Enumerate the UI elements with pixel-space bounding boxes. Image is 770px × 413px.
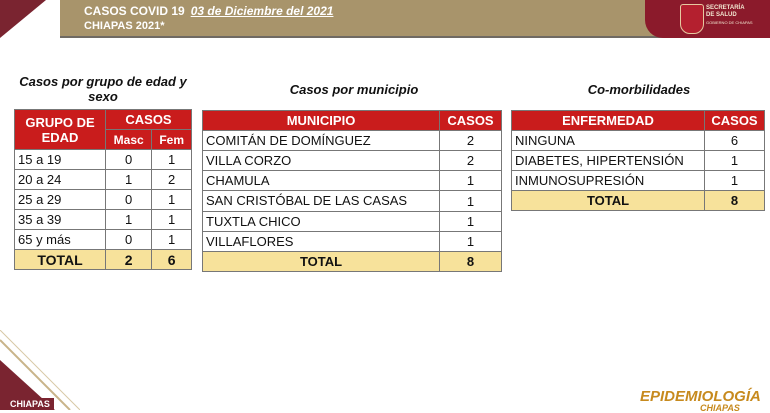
total-label: TOTAL	[203, 252, 440, 272]
municipio-name: TUXTLA CHICO	[203, 212, 440, 232]
age-group: 35 a 39	[15, 210, 106, 230]
report-date: 03 de Diciembre del 2021	[190, 4, 334, 18]
municipio-cases: 1	[440, 212, 502, 232]
disease-cases: 1	[705, 151, 765, 171]
fem-count: 1	[152, 230, 192, 250]
table-row	[203, 171, 502, 191]
masc-count: 0	[106, 190, 152, 210]
logo-line-2: DE SALUD	[706, 12, 737, 18]
header-casos: CASOS	[440, 111, 502, 131]
chiapas-label: CHIAPAS	[6, 398, 54, 410]
total-cases: 8	[705, 191, 765, 211]
table-row	[203, 191, 502, 212]
comorbidity-table	[511, 110, 765, 211]
municipio-name: VILLAFLORES	[203, 232, 440, 252]
municipio-cases: 1	[440, 191, 502, 212]
disease-name: INMUNOSUPRESIÓN	[512, 171, 705, 191]
header-casos: CASOS	[106, 110, 192, 130]
table-row	[203, 151, 502, 171]
logo-text	[706, 5, 745, 19]
title-text: CASOS COVID 19	[84, 4, 185, 18]
logo-line-1: SECRETARÍA	[706, 5, 745, 11]
disease-name: DIABETES, HIPERTENSIÓN	[512, 151, 705, 171]
masc-count: 0	[106, 150, 152, 170]
disease-cases: 1	[705, 171, 765, 191]
header-municipio: MUNICIPIO	[203, 111, 440, 131]
table-row	[15, 190, 192, 210]
municipio-cases: 2	[440, 151, 502, 171]
total-row	[512, 191, 765, 211]
header-casos: CASOS	[705, 111, 765, 131]
logo-small-text: GOBIERNO DE CHIAPAS	[706, 20, 753, 25]
header-fem: Fem	[152, 130, 192, 150]
total-row	[203, 252, 502, 272]
age-table-title: Casos por grupo de edad y sexo	[19, 74, 187, 104]
table-row	[15, 150, 192, 170]
masc-count: 1	[106, 170, 152, 190]
municipio-name: SAN CRISTÓBAL DE LAS CASAS	[203, 191, 440, 212]
municipio-name: CHAMULA	[203, 171, 440, 191]
epidemiologia-logo-sub: CHIAPAS	[700, 403, 740, 413]
municipio-cases: 1	[440, 232, 502, 252]
table-row	[15, 230, 192, 250]
table-row	[15, 170, 192, 190]
total-label: TOTAL	[15, 250, 106, 270]
epidemiologia-logo: EPIDEMIOLOGÍA	[640, 388, 761, 405]
total-cases: 8	[440, 252, 502, 272]
age-group: 15 a 19	[15, 150, 106, 170]
total-label: TOTAL	[512, 191, 705, 211]
header-enfermedad: ENFERMEDAD	[512, 111, 705, 131]
disease-cases: 6	[705, 131, 765, 151]
header-masc: Masc	[106, 130, 152, 150]
fem-count: 1	[152, 150, 192, 170]
age-group: 20 a 24	[15, 170, 106, 190]
page-title	[84, 4, 333, 18]
total-fem: 6	[152, 250, 192, 270]
coat-of-arms-icon	[680, 4, 704, 34]
table-row	[203, 212, 502, 232]
table-row	[512, 151, 765, 171]
table-row	[203, 131, 502, 151]
municipio-table-title: Casos por municipio	[289, 82, 419, 97]
table-row	[15, 210, 192, 230]
masc-count: 1	[106, 210, 152, 230]
total-masc: 2	[106, 250, 152, 270]
fem-count: 1	[152, 210, 192, 230]
total-row	[15, 250, 192, 270]
fem-count: 2	[152, 170, 192, 190]
table-row	[203, 232, 502, 252]
header-grupo-edad: GRUPO DE EDAD	[15, 110, 106, 150]
table-row	[512, 131, 765, 151]
municipio-cases: 2	[440, 131, 502, 151]
page-subtitle: CHIAPAS 2021*	[84, 20, 165, 32]
fem-count: 1	[152, 190, 192, 210]
municipio-name: COMITÁN DE DOMÍNGUEZ	[203, 131, 440, 151]
comorbidity-table-title: Co-morbilidades	[587, 82, 691, 97]
age-group-table	[14, 109, 192, 270]
age-group: 25 a 29	[15, 190, 106, 210]
masc-count: 0	[106, 230, 152, 250]
table-row	[512, 171, 765, 191]
municipio-name: VILLA CORZO	[203, 151, 440, 171]
disease-name: NINGUNA	[512, 131, 705, 151]
municipio-table	[202, 110, 502, 272]
age-group: 65 y más	[15, 230, 106, 250]
municipio-cases: 1	[440, 171, 502, 191]
